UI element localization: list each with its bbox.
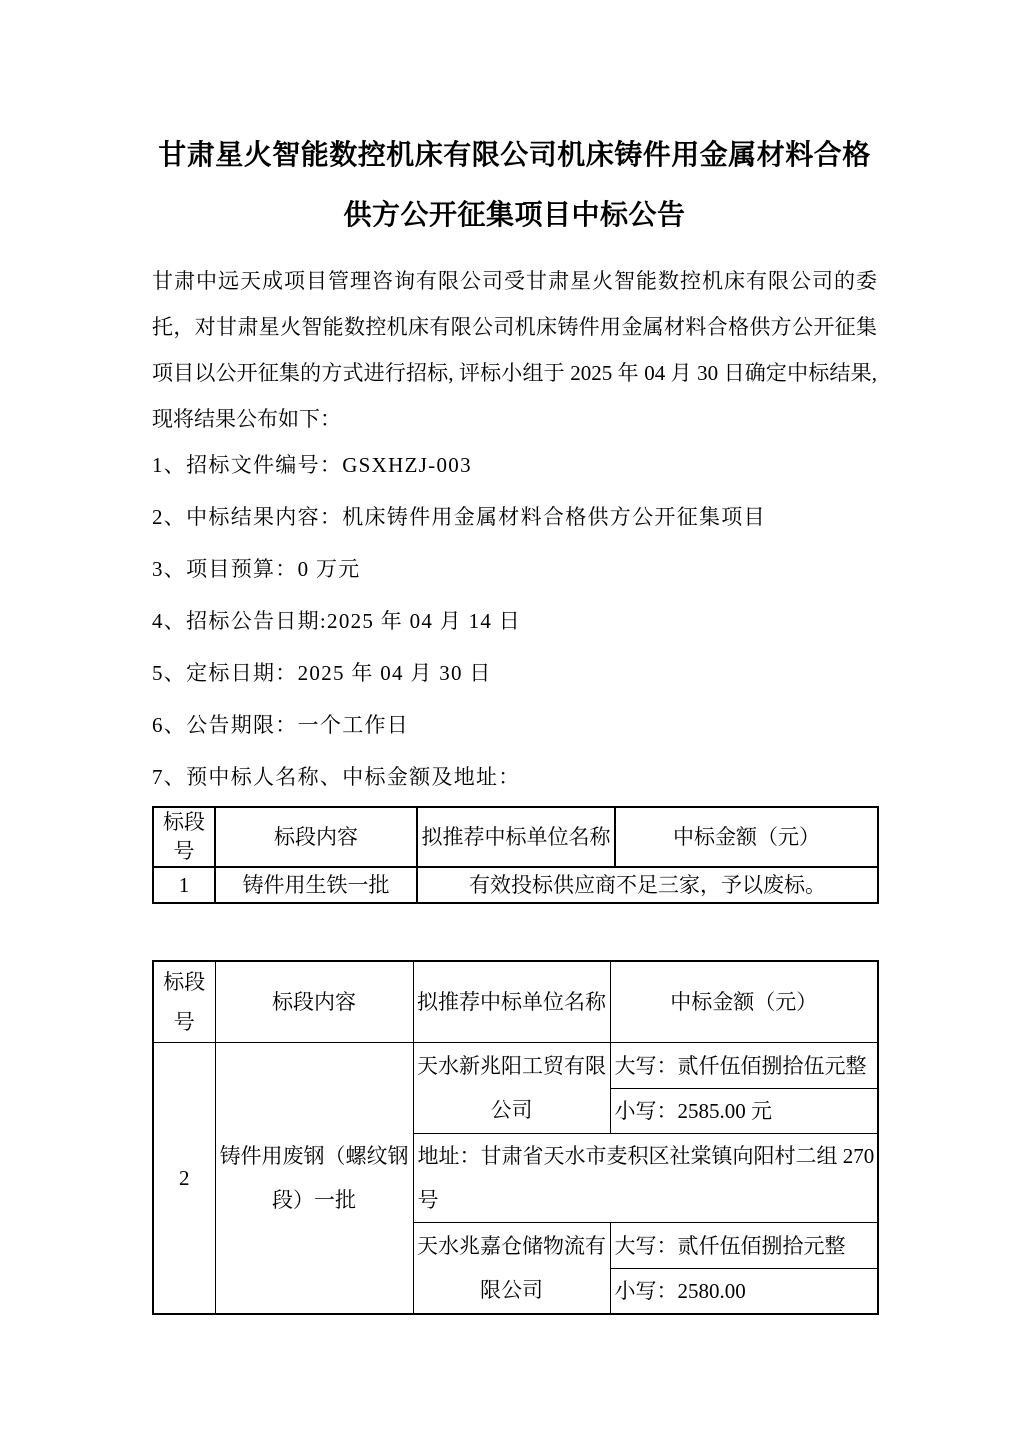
table-row — [153, 1043, 878, 1089]
header-lot-number: 标段号 — [153, 961, 215, 1043]
numbered-list — [152, 442, 877, 800]
list-item-6: 6、公告期限：一个工作日 — [152, 713, 410, 737]
header-lot-content: 标段内容 — [215, 961, 413, 1043]
table-row — [153, 867, 878, 903]
lot-1-result-table — [152, 806, 879, 904]
winner2-name-cell: 天水兆嘉仓储物流有限公司 — [413, 1223, 610, 1315]
winner1-amount-small-cell: 小写：2585.00 元 — [610, 1089, 878, 1134]
table-header-row — [153, 807, 878, 867]
header-recommended-winner: 拟推荐中标单位名称 — [417, 807, 615, 867]
intro-paragraph: 甘肃中远天成项目管理咨询有限公司受甘肃星火智能数控机床有限公司的委托，对甘肃星火智能数控机床有限公司机床铸件用金属材料合格供方公开征集项目以公开征集的方式进行招标, 评标小组于 2025 年 04 月 30 日确定中标结果, 现将结果公布如下： — [152, 269, 877, 431]
table-header-row — [153, 961, 878, 1043]
document-title: 甘肃星火智能数控机床有限公司机床铸件用金属材料合格供方公开征集项目中标公告 — [158, 140, 871, 231]
list-item-2: 2、中标结果内容：机床铸件用金属材料合格供方公开征集项目 — [152, 505, 766, 529]
invalid-result-cell: 有效投标供应商不足三家，予以废标。 — [417, 867, 878, 903]
lot-content-cell: 铸件用生铁一批 — [215, 867, 417, 903]
lot-number-cell: 1 — [153, 867, 215, 903]
winner2-amount-small-cell: 小写：2580.00 — [610, 1269, 878, 1315]
list-item-5: 5、定标日期：2025 年 04 月 30 日 — [152, 661, 492, 685]
winner1-name-cell: 天水新兆阳工贸有限公司 — [413, 1043, 610, 1134]
lot-content-cell: 铸件用废钢（螺纹钢段）一批 — [215, 1043, 413, 1315]
winner2-amount-caps-cell: 大写：贰仟伍佰捌拾元整 — [610, 1223, 878, 1269]
list-item-3: 3、项目预算：0 万元 — [152, 557, 361, 581]
list-item-7: 7、预中标人名称、中标金额及地址： — [152, 765, 521, 789]
lot-2-result-table — [152, 960, 879, 1315]
header-recommended-winner: 拟推荐中标单位名称 — [413, 961, 610, 1043]
header-lot-number: 标段号 — [153, 807, 215, 867]
winner1-amount-caps-cell: 大写：贰仟伍佰捌拾伍元整 — [610, 1043, 878, 1089]
header-award-amount: 中标金额（元） — [615, 807, 878, 867]
lot-number-cell: 2 — [153, 1043, 215, 1315]
header-award-amount: 中标金额（元） — [610, 961, 878, 1043]
header-lot-content: 标段内容 — [215, 807, 417, 867]
list-item-1: 1、招标文件编号：GSXHZJ-003 — [152, 453, 472, 477]
list-item-4: 4、招标公告日期:2025 年 04 月 14 日 — [152, 609, 522, 633]
winner1-address-cell: 地址：甘肃省天水市麦积区社棠镇向阳村二组 270 号 — [413, 1134, 878, 1223]
